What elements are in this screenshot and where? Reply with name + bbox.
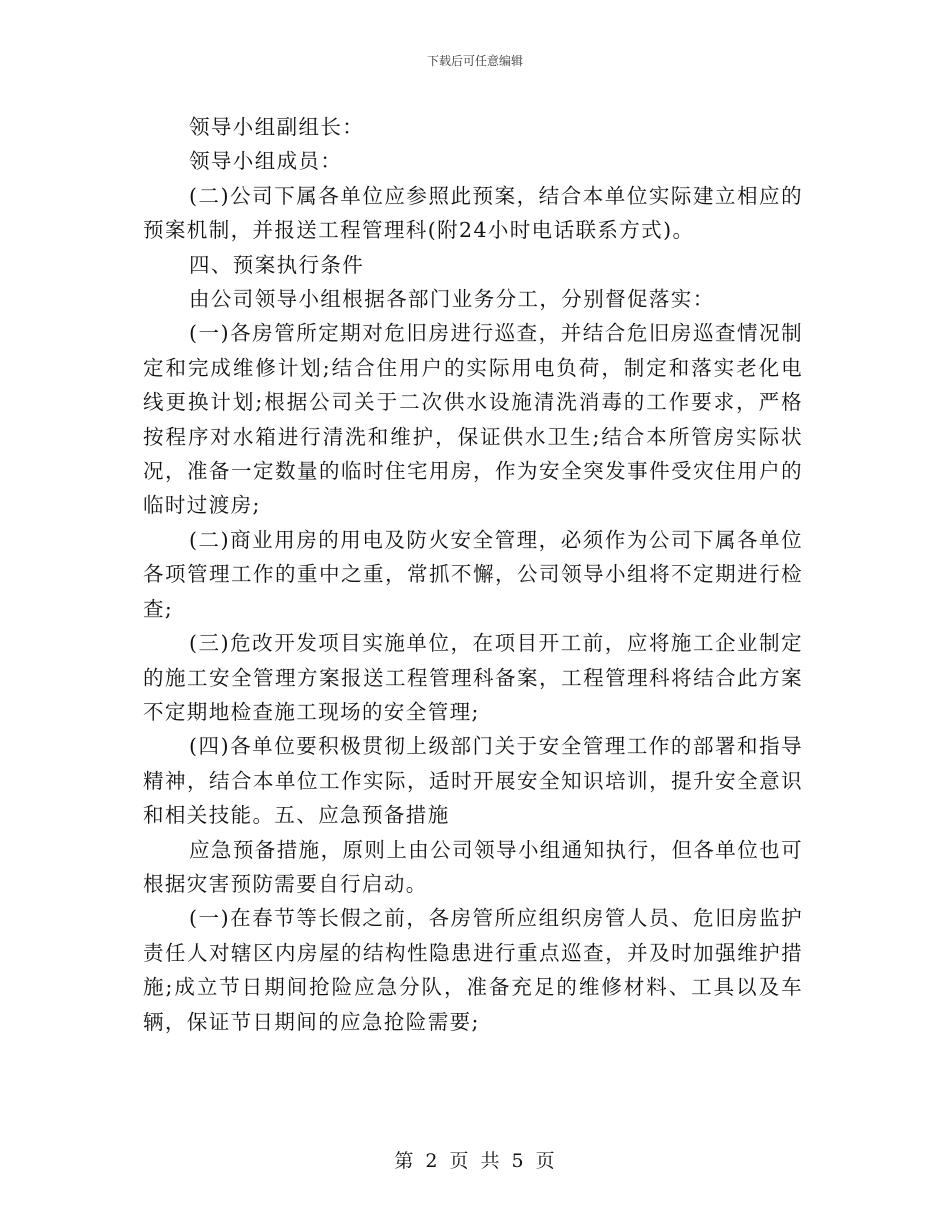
paragraph-item-3-construction: (三)危改开发项目实施单位，在项目开工前，应将施工企业制定的施工安全管理方案报送工程管理科备案，工程管理科将结合此方案不定期地检查施工现场的安全管理; [143, 631, 803, 724]
page-number-footer: 第 2 页 共 5 页 [394, 1150, 556, 1172]
page-header: 下载后可任意编辑 [426, 54, 523, 68]
paragraph-subunits-plan: (二)公司下属各单位应参照此预案，结合本单位实际建立相应的预案机制，并报送工程管理科(附24小时电话联系方式)。 [143, 183, 803, 243]
document-body [143, 110, 803, 1039]
paragraph-emergency-measures: 应急预备措施，原则上由公司领导小组通知执行，但各单位也可根据灾害预防需要自行启动。 [143, 837, 803, 896]
section-heading-execution-conditions: 四、预案执行条件 [189, 252, 365, 277]
paragraph-deputy-leader: 领导小组副组长： [189, 115, 365, 139]
paragraph-item-4-training: (四)各单位要积极贯彻上级部门关于安全管理工作的部署和指导精神，结合本单位工作实际，适时开展安全知识培训，提升安全意识和相关技能。五、应急预备措施 [143, 734, 803, 828]
paragraph-item-2-commercial: (二)商业用房的用电及防火安全管理，必须作为公司下属各单位各项管理工作的重中之重，常抓不懈，公司领导小组将不定期进行检查; [143, 527, 803, 621]
paragraph-leadership-supervision: 由公司领导小组根据各部门业务分工，分别督促落实： [189, 287, 715, 312]
paragraph-item-1-holiday: (一)在春节等长假之前，各房管所应组织房管人员、危旧房监护责任人对辖区内房屋的结构性隐患进行重点巡查，并及时加强维护措施;成立节日期间抢险应急分队，准备充足的维修材料、工具以及车辆，保证节日期间的应急抢险需要; [143, 906, 803, 1034]
paragraph-members: 领导小组成员： [189, 149, 343, 174]
paragraph-item-1-inspection: (一)各房管所定期对危旧房进行巡查，并结合危旧房巡查情况制定和完成维修计划;结合住用户的实际用电负荷，制定和落实老化电线更换计划;根据公司关于二次供水设施清洗消毒的工作要求，严格按程序对水箱进行清洗和维护，保证供水卫生;结合本所管房实际状况，准备一定数量的临时住宅用房，作为安全突发事件受灾住用户的临时过渡房; [143, 321, 803, 518]
